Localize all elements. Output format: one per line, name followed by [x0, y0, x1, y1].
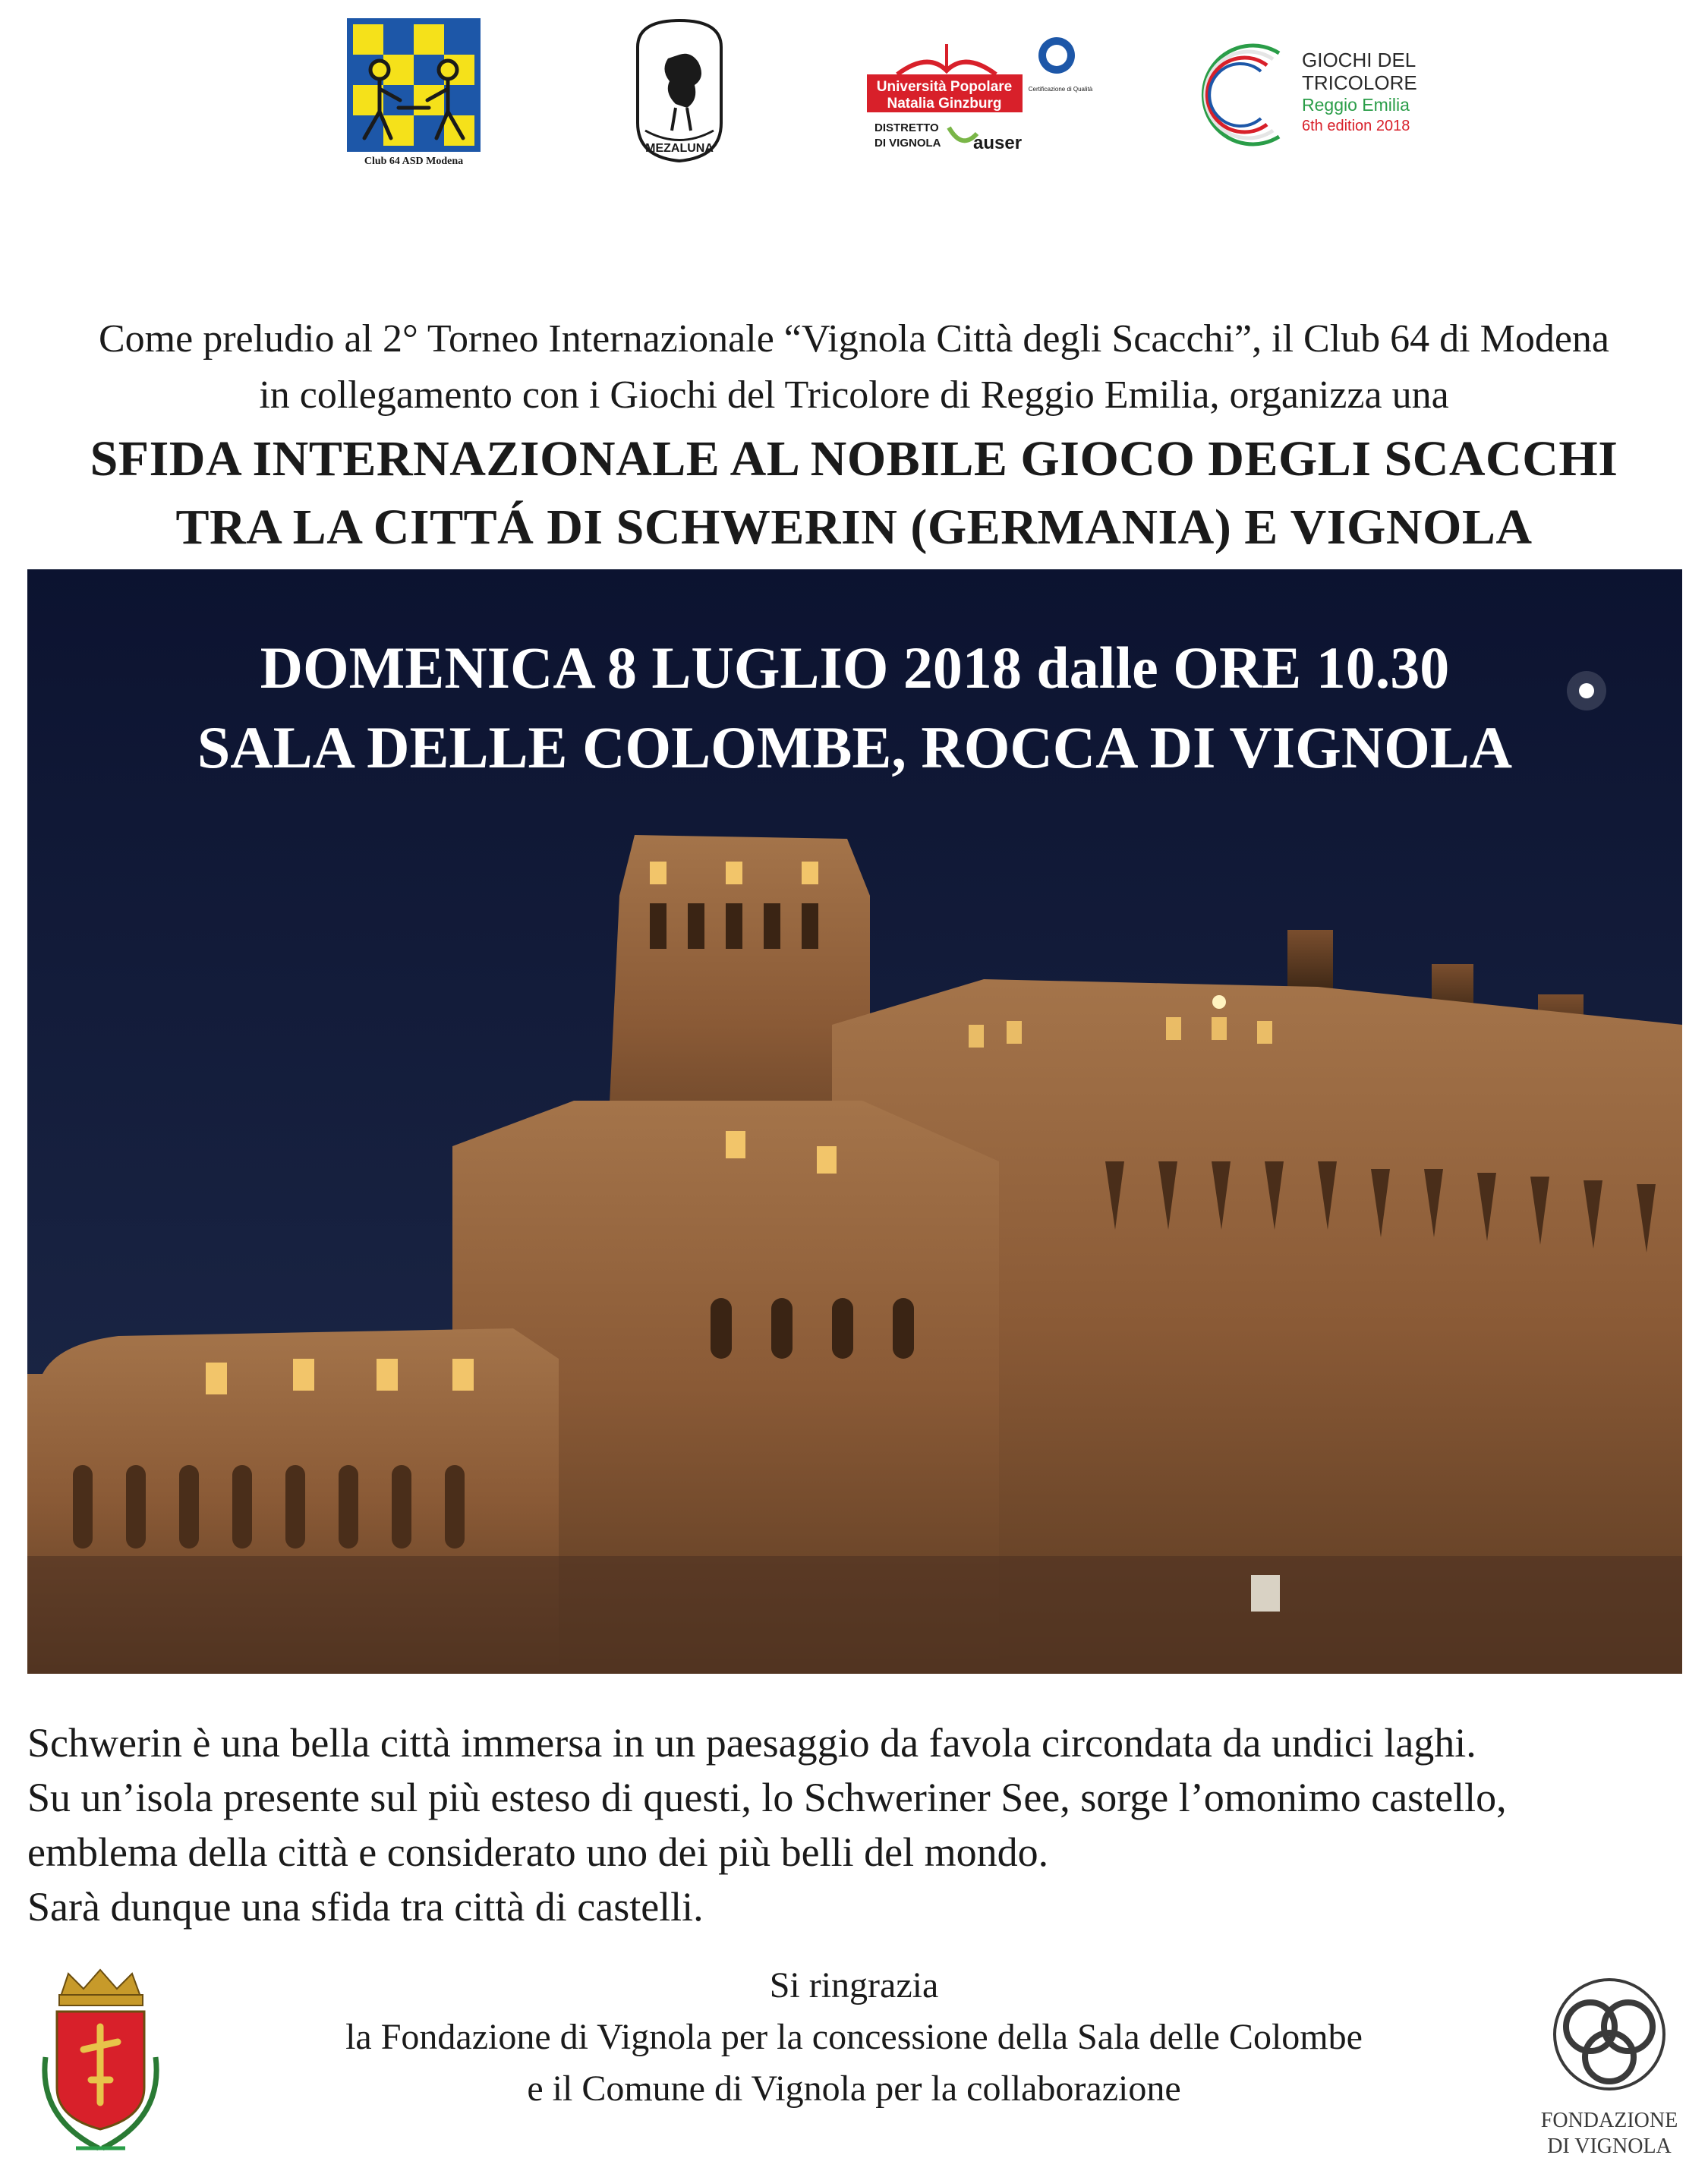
description-line-4: Sarà dunque una sfida tra città di castelli. [27, 1884, 704, 1930]
thanks-line-3: e il Comune di Vignola per la collaborazione [527, 2068, 1181, 2109]
description-line-2: Su un’isola presente sul più esteso di questi, lo Schweriner See, sorge l’omonimo castello, [27, 1775, 1507, 1820]
unipop-line2: Natalia Ginzburg [887, 96, 1002, 112]
event-venue-line: SALA DELLE COLOMBE, ROCCA DI VIGNOLA [197, 714, 1513, 780]
thanks-line-2: la Fondazione di Vignola per la concessione della Sala delle Colombe [345, 2017, 1363, 2057]
mezaluna-text: MEZALUNA [645, 142, 714, 155]
giochi-line1: GIOCHI DEL [1302, 49, 1417, 71]
description-line-1: Schwerin è una bella città immersa in un paesaggio da favola circondata da undici laghi. [27, 1720, 1476, 1766]
fondazione-line2: DI VIGNOLA [1547, 2135, 1672, 2158]
auser-text: auser [973, 133, 1023, 153]
universita-popolare-logo [867, 29, 1095, 158]
giochi-line4: 6th edition 2018 [1302, 118, 1410, 134]
giochi-line2: TRICOLORE [1302, 71, 1417, 94]
intro-line-1: Come preludio al 2° Torneo Internazionale “Vignola Città degli Scacchi”, il Club 64 di Modena [99, 317, 1609, 361]
mezaluna-logo [622, 17, 736, 165]
fondazione-vignola-logo [1537, 1974, 1681, 2163]
fondazione-line1: FONDAZIONE [1540, 2109, 1678, 2132]
unipop-line1: Università Popolare [876, 79, 1013, 95]
intro-line-2: in collegamento con i Giochi del Tricolore di Reggio Emilia, organizza una [259, 373, 1449, 417]
headline-line-1: SFIDA INTERNAZIONALE AL NOBILE GIOCO DEGLI SCACCHI [90, 431, 1618, 487]
thanks-line-1: Si ringrazia [769, 1965, 939, 2005]
unipop-district2: DI VIGNOLA [874, 137, 941, 150]
club64-logo [345, 17, 482, 169]
description-line-3: emblema della città e considerato uno dei più belli del mondo. [27, 1829, 1049, 1875]
club64-caption: Club 64 ASD Modena [364, 156, 464, 167]
giochi-line3: Reggio Emilia [1302, 95, 1410, 115]
rocca-di-vignola-photo [27, 569, 1682, 1674]
event-date-line: DOMENICA 8 LUGLIO 2018 dalle ORE 10.30 [260, 635, 1450, 701]
unipop-district: DISTRETTO [874, 121, 939, 134]
headline-line-2: TRA LA CITTÁ DI SCHWERIN (GERMANIA) E VIGNOLA [175, 499, 1533, 555]
giochi-tricolore-logo [1180, 30, 1454, 159]
unipop-cert: Certificazione di Qualità [1028, 86, 1093, 93]
